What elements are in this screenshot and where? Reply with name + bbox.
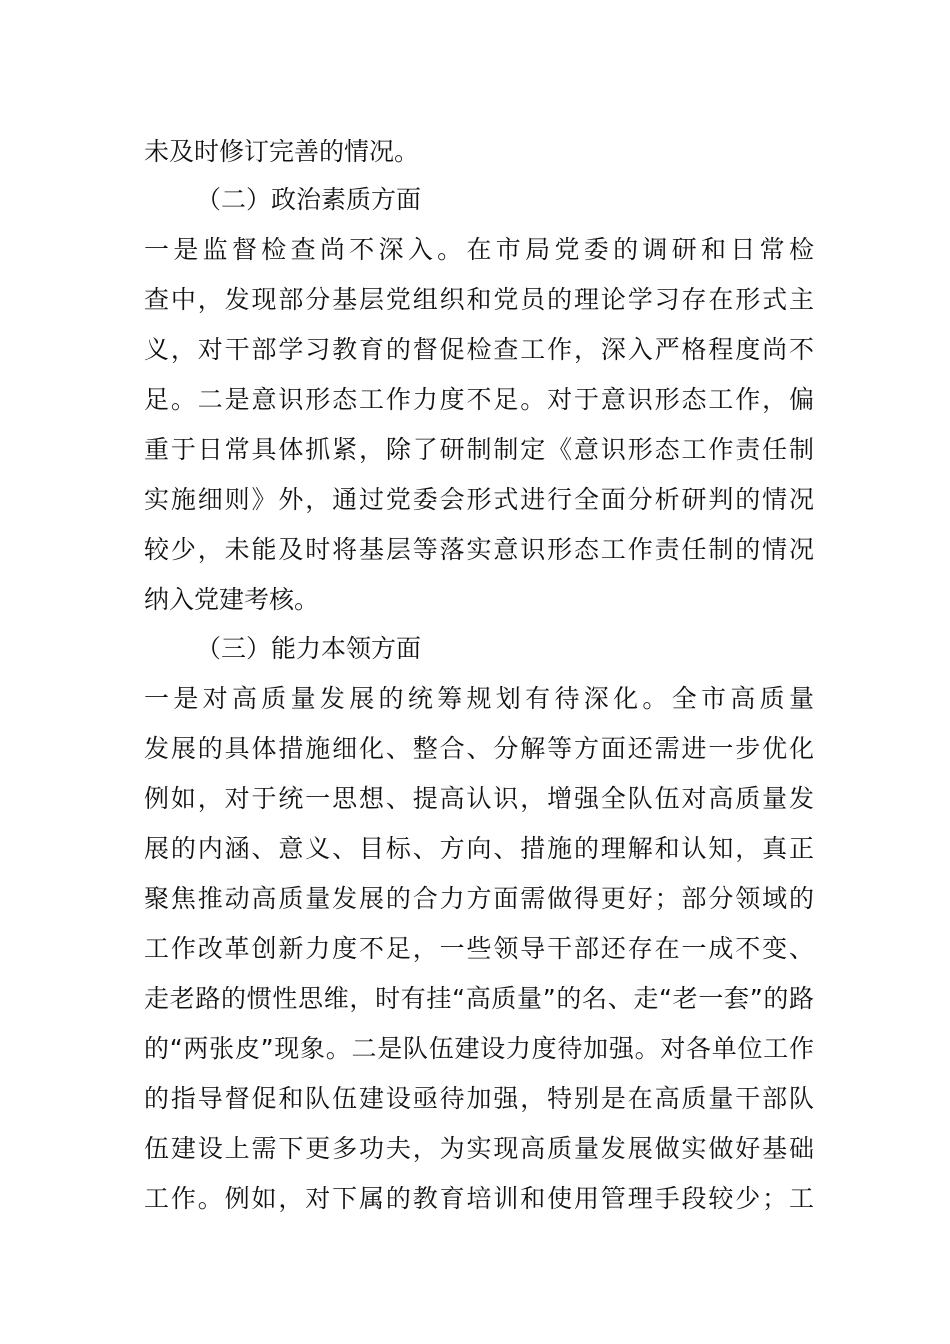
text-line: 实施细则》外，通过党委会形式进行全面分析研判的情况	[144, 485, 814, 514]
text-line: 例如，对于统一思想、提高认识，增强全队伍对高质量发	[144, 784, 814, 813]
text-line: 的“两张皮”现象。二是队伍建设力度待加强。对各单位工作	[144, 1034, 814, 1063]
text-line: 一是监督检查尚不深入。在市局党委的调研和日常检	[144, 235, 814, 264]
text-line: 查中，发现部分基层党组织和党员的理论学习存在形式主	[144, 285, 814, 314]
text-line: 重于日常具体抓紧，除了研制制定《意识形态工作责任制	[144, 435, 814, 464]
text-line: 聚焦推动高质量发展的合力方面需做得更好；部分领域的	[144, 884, 814, 913]
text-line: 义，对干部学习教育的督促检查工作，深入严格程度尚不	[144, 335, 814, 364]
text-line: 一是对高质量发展的统筹规划有待深化。全市高质量	[144, 684, 814, 713]
text-line: 的指导督促和队伍建设亟待加强，特别是在高质量干部队	[144, 1084, 814, 1113]
text-line: 足。二是意识形态工作力度不足。对于意识形态工作，偏	[144, 385, 814, 414]
text-line: 工作改革创新力度不足，一些领导干部还存在一成不变、	[144, 934, 814, 963]
text-line: 较少，未能及时将基层等落实意识形态工作责任制的情况	[144, 535, 814, 564]
text-line: 未及时修订完善的情况。	[144, 137, 420, 166]
text-line: 纳入党建考核。	[144, 585, 320, 614]
section-heading: （三）能力本领方面	[196, 634, 422, 663]
text-line: 伍建设上需下更多功夫，为实现高质量发展做实做好基础	[144, 1134, 814, 1163]
text-line: 工作。例如，对下属的教育培训和使用管理手段较少；工	[144, 1184, 814, 1213]
text-line: 走老路的惯性思维，时有挂“高质量”的名、走“老一套”的路	[144, 984, 814, 1013]
text-line: 发展的具体措施细化、整合、分解等方面还需进一步优化	[144, 734, 814, 763]
section-heading: （二）政治素质方面	[196, 185, 422, 214]
text-line: 展的内涵、意义、目标、方向、措施的理解和认知，真正	[144, 834, 814, 863]
